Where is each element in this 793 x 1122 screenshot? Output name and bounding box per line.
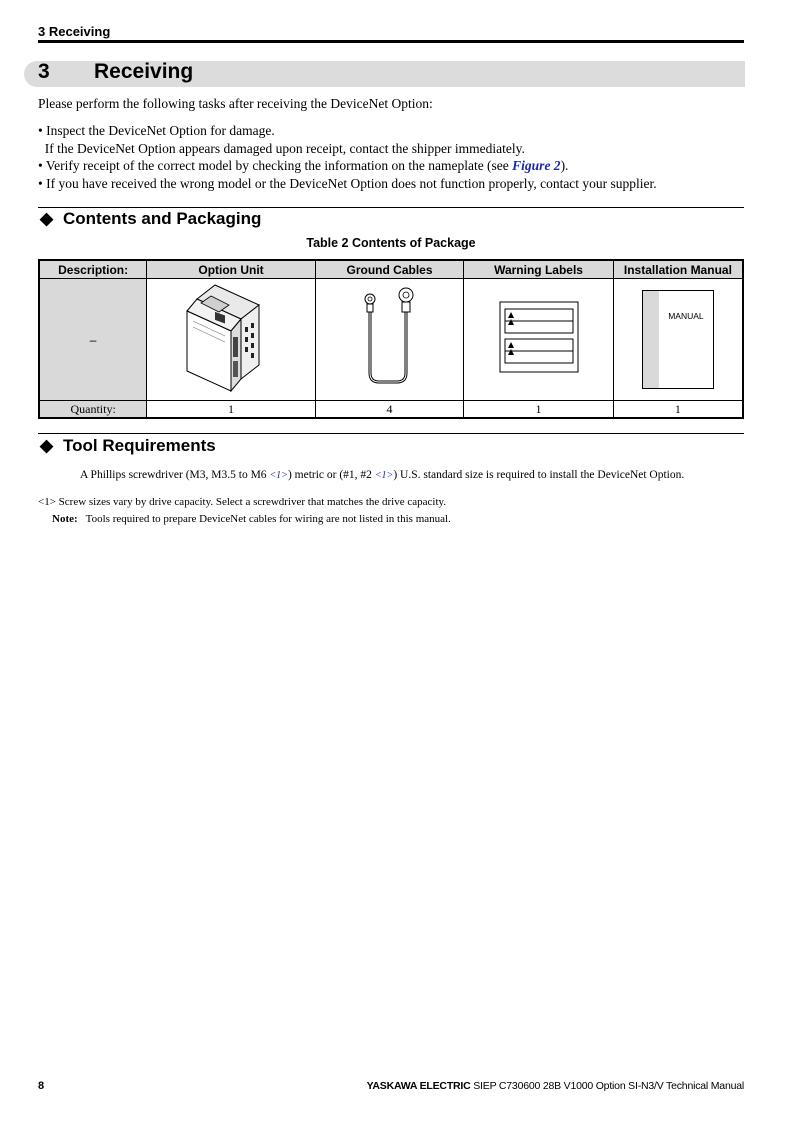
manual-spine: [643, 291, 659, 388]
running-header: 3 Receiving: [38, 24, 111, 39]
section-heading-contents: ◆ Contents and Packaging: [40, 209, 262, 228]
header-rule: [38, 40, 744, 43]
column-header: Option Unit: [147, 260, 316, 279]
warning-label-illustration: [499, 301, 579, 373]
option-unit-illustration: [185, 281, 277, 393]
footer-brand: YASKAWA ELECTRIC: [366, 1080, 471, 1092]
task-list: [38, 122, 753, 192]
footer-doc-title: SIEP C730600 28B V1000 Option SI-N3/V Technical Manual: [470, 1080, 744, 1092]
section-rule: [38, 207, 744, 208]
manual-cover-illustration: [642, 290, 714, 389]
tool-requirements-text: A Phillips screwdriver (M3, M3.5 to M6 <1>) metric or (#1, #2 <1>) U.S. standard size is required to install the DeviceNet Option.: [80, 469, 685, 481]
quantity-row: [39, 401, 743, 419]
task-item-continuation: If the DeviceNet Option appears damaged upon receipt, contact the shipper immediately.: [38, 140, 525, 156]
section-rule: [38, 433, 744, 434]
installation-manual-cell: [613, 279, 743, 401]
manual-cover-label: MANUAL: [668, 311, 704, 321]
ground-cables-cell: [315, 279, 463, 401]
diamond-icon: ◆: [40, 436, 54, 455]
table-header-row: [39, 260, 743, 279]
figure-2-link[interactable]: Figure 2: [512, 158, 561, 173]
quantity-cell: 1: [147, 401, 316, 419]
column-header: Installation Manual: [613, 260, 743, 279]
footer-doc-info: [367, 1080, 744, 1092]
footnote-text: <1> Screw sizes vary by drive capacity. Select a screwdriver that matches the drive capacity.: [38, 496, 447, 508]
footnote-ref-link[interactable]: <1>: [374, 470, 394, 481]
note: [52, 513, 451, 525]
warning-labels-cell: [464, 279, 614, 401]
page-number: 8: [38, 1080, 45, 1092]
quantity-cell: 1: [613, 401, 743, 419]
intro-text: Please perform the following tasks after receiving the DeviceNet Option:: [38, 96, 433, 111]
task-item: • Verify receipt of the correct model by checking the information on the nameplate (see Figure 2).: [38, 158, 569, 173]
option-unit-cell: [147, 279, 316, 401]
description-cell: –: [39, 279, 147, 401]
footnote-ref-link[interactable]: <1>: [269, 470, 288, 481]
quantity-label: Quantity:: [39, 401, 147, 419]
section-heading-tools: ◆ Tool Requirements: [40, 436, 216, 455]
table-caption: Table 2 Contents of Package: [306, 236, 476, 250]
diamond-icon: ◆: [40, 209, 54, 228]
table-row: [39, 279, 743, 401]
note-text: Tools required to prepare DeviceNet cables for wiring are not listed in this manual.: [85, 513, 451, 525]
task-item: • Inspect the DeviceNet Option for damage.: [38, 123, 275, 138]
task-item: • If you have received the wrong model or the DeviceNet Option does not function properly, contact your supplier.: [38, 175, 657, 191]
quantity-cell: 1: [464, 401, 614, 419]
note-label: Note:: [52, 513, 78, 525]
contents-table: [38, 259, 744, 419]
quantity-cell: 4: [315, 401, 463, 419]
column-header: Ground Cables: [315, 260, 463, 279]
chapter-title: Receiving: [94, 60, 194, 83]
chapter-number: 3: [38, 60, 50, 83]
column-header: Warning Labels: [464, 260, 614, 279]
column-header: Description:: [39, 260, 147, 279]
ground-cable-illustration: [360, 287, 420, 387]
